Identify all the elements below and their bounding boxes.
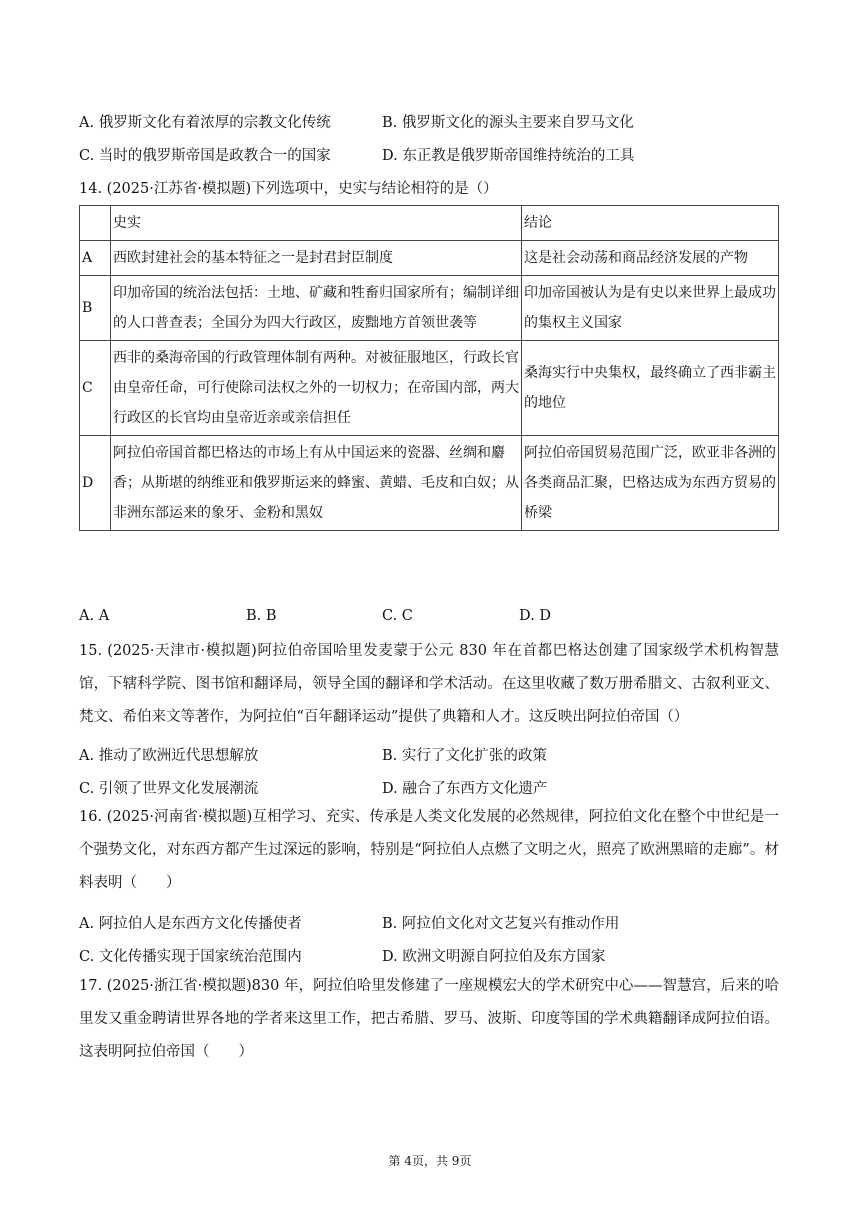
q14-option-d[interactable]: D. D [519,608,551,624]
table-header-cell: 史实 [111,206,522,241]
table-row [80,276,779,341]
q15-stem: 15. (2025·天津市·模拟题)阿拉伯帝国哈里发麦蒙于公元 830 年在首都巴格达创建了国家级学术机构智慧馆，下辖科学院、图书馆和翻译局，领导全国的翻译和学术活动。在这里收藏了数万册希腊文、古叙利亚文、梵文、希伯来文等著作，为阿拉伯“百年翻译运动”提供了典籍和人才。这反映出阿拉伯帝国（） [79,643,779,725]
q13-option-a[interactable]: A. 俄罗斯文化有着浓厚的宗教文化传统 [79,115,331,131]
q15-option-c[interactable]: C. 引领了世界文化发展潮流 [79,781,259,797]
q13-option-d[interactable]: D. 东正教是俄罗斯帝国维持统治的工具 [382,148,635,164]
q16-option-a[interactable]: A. 阿拉伯人是东西方文化传播使者 [79,916,302,932]
table-cell-option: A [80,241,111,276]
table-cell-conclusion: 阿拉伯帝国贸易范围广泛，欧亚非各洲的各类商品汇聚，巴格达成为东西方贸易的桥梁 [522,436,779,531]
table-cell-conclusion: 桑海实行中央集权，最终确立了西非霸主的地位 [522,341,779,436]
q13-option-b[interactable]: B. 俄罗斯文化的源头主要来自罗马文化 [382,115,634,131]
table-row [80,241,779,276]
q15-option-a[interactable]: A. 推动了欧洲近代思想解放 [79,748,259,764]
q14-option-b[interactable]: B. B [246,608,277,624]
table-cell-fact: 西欧封建社会的基本特征之一是封君封臣制度 [111,241,522,276]
table-cell-conclusion: 印加帝国被认为是有史以来世界上最成功的集权主义国家 [522,276,779,341]
q13-option-c[interactable]: C. 当时的俄罗斯帝国是政教合一的国家 [79,148,331,164]
q14-stem: 14. (2025·江苏省·模拟题)下列选项中，史实与结论相符的是（） [79,181,498,197]
table-cell-fact: 印加帝国的统治法包括：土地、矿藏和牲畜归国家所有；编制详细的人口普查表；全国分为四大行政区，废黜地方首领世袭等 [111,276,522,341]
q14-table [79,205,779,531]
table-header-row [80,206,779,241]
table-row [80,436,779,531]
q14-option-c[interactable]: C. C [382,608,413,624]
q16-stem: 16. (2025·河南省·模拟题)互相学习、充实、传承是人类文化发展的必然规律，阿拉伯文化在整个中世纪是一个强势文化，对东西方都产生过深远的影响，特别是“阿拉伯人点燃了文明之火，照亮了欧洲黑暗的走廊”。材料表明（ ） [79,809,779,891]
table-cell-fact: 西非的桑海帝国的行政管理体制有两种。对被征服地区，行政长官由皇帝任命，可行使除司法权之外的一切权力；在帝国内部，两大行政区的长官均由皇帝近亲或亲信担任 [111,341,522,436]
q17-stem: 17. (2025·浙江省·模拟题)830 年，阿拉伯哈里发修建了一座规模宏大的学术研究中心——智慧宫，后来的哈里发又重金聘请世界各地的学者来这里工作，把古希腊、罗马、波斯、印度等国的学术典籍翻译成阿拉伯语。这表明阿拉伯帝国（ ） [79,978,779,1060]
table-header-cell: 结论 [522,206,779,241]
q14-option-a[interactable]: A. A [79,608,110,624]
q16-option-b[interactable]: B. 阿拉伯文化对文艺复兴有推动作用 [382,916,620,932]
table-cell-option: C [80,341,111,436]
q15-option-b[interactable]: B. 实行了文化扩张的政策 [382,748,547,764]
q16-option-c[interactable]: C. 文化传播实现于国家统治范围内 [79,949,302,965]
table-cell-option: D [80,436,111,531]
q15-option-d[interactable]: D. 融合了东西方文化遗产 [382,781,548,797]
table-cell-conclusion: 这是社会动荡和商品经济发展的产物 [522,241,779,276]
table-header-cell [80,206,111,241]
q16-option-d[interactable]: D. 欧洲文明源自阿拉伯及东方国家 [382,949,606,965]
table-cell-fact: 阿拉伯帝国首都巴格达的市场上有从中国运来的瓷器、丝绸和麝香；从斯堪的纳维亚和俄罗斯运来的蜂蜜、黄蜡、毛皮和白奴；从非洲东部运来的象牙、金粉和黑奴 [111,436,522,531]
page-footer: 第 4页，共 9页 [388,1154,472,1168]
table-cell-option: B [80,276,111,341]
table-row [80,341,779,436]
